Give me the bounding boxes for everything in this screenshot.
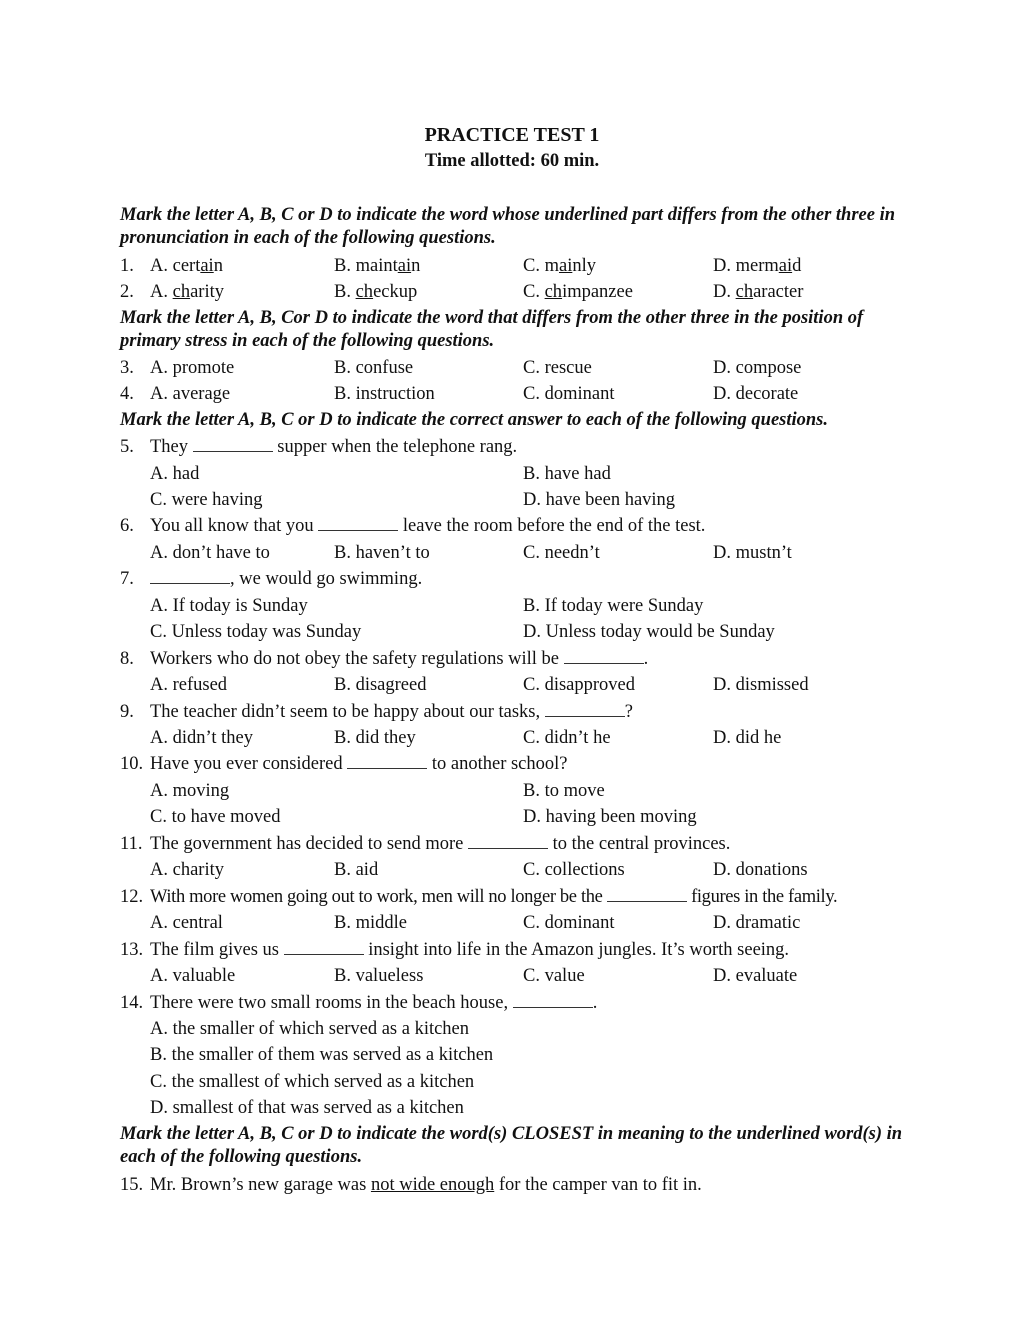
question-number: 5. (120, 437, 134, 457)
option-d: D. character (713, 282, 804, 302)
question-number: 2. (120, 282, 134, 302)
option-b: B. disagreed (334, 675, 427, 695)
option-b: B. haven’t to (334, 543, 430, 563)
option-a: A. refused (150, 675, 228, 695)
answer-blank (513, 991, 593, 1008)
option-a: A. charity (150, 860, 224, 880)
option-b: B. instruction (334, 384, 435, 404)
option-b: B. middle (334, 913, 407, 933)
option-c: C. chimpanzee (523, 282, 633, 302)
option-d: D. compose (713, 358, 802, 378)
question-stem: Mr. Brown’s new garage was not wide enough for the camper van to fit in. (150, 1175, 702, 1195)
page-title: PRACTICE TEST 1 (424, 124, 600, 146)
option-b: B. valueless (334, 966, 424, 986)
underlined-part: ch (172, 282, 191, 302)
question-number: 6. (120, 516, 134, 536)
underlined-part: ai (558, 256, 573, 276)
option-c: C. needn’t (523, 543, 600, 563)
question-number: 15. (120, 1175, 144, 1195)
option-d: D. dramatic (713, 913, 801, 933)
option-a: A. the smaller of which served as a kitchen (150, 1019, 470, 1039)
option-b: B. the smaller of them was served as a kitchen (150, 1045, 494, 1065)
question-stem: Workers who do not obey the safety regulations will be . (150, 649, 649, 669)
underlined-part: ch (355, 282, 374, 302)
question-stem: , we would go swimming. (150, 566, 422, 592)
question-number: 3. (120, 358, 134, 378)
option-c: C. dominant (523, 913, 615, 933)
question-number: 14. (120, 993, 144, 1013)
option-a: A. don’t have to (150, 543, 270, 563)
answer-blank (607, 885, 687, 902)
option-d: D. mustn’t (713, 543, 792, 563)
option-b: B. maintain (334, 256, 421, 276)
section-instruction-correct-answer: Mark the letter A, B, C or D to indicate the correct answer to each of the following questions. (120, 410, 828, 430)
option-c: C. value (523, 966, 585, 986)
answer-blank (284, 938, 364, 955)
section-instruction-stress: Mark the letter A, B, Cor D to indicate the word that differs from the other three in the position of primary stress in each of the following questions. (120, 308, 864, 351)
question-number: 10. (120, 754, 144, 774)
option-b: B. confuse (334, 358, 414, 378)
option-a: A. valuable (150, 966, 236, 986)
option-d: D. smallest of that was served as a kitchen (150, 1098, 464, 1118)
question-number: 13. (120, 940, 144, 960)
underlined-phrase: not wide enough (370, 1175, 495, 1195)
option-b: B. If today were Sunday (523, 596, 704, 616)
question-number: 9. (120, 702, 134, 722)
answer-blank (318, 514, 398, 531)
option-c: C. dominant (523, 384, 615, 404)
option-c: C. didn’t he (523, 728, 611, 748)
option-c: C. rescue (523, 358, 592, 378)
option-c: C. Unless today was Sunday (150, 622, 362, 642)
underlined-part: ch (735, 282, 754, 302)
option-d: D. have been having (523, 490, 676, 510)
option-d: D. evaluate (713, 966, 798, 986)
option-a: A. central (150, 913, 223, 933)
question-stem: There were two small rooms in the beach house, . (150, 993, 598, 1013)
underlined-part: ai (397, 256, 412, 276)
option-b: B. did they (334, 728, 416, 748)
option-c: C. to have moved (150, 807, 281, 827)
question-stem: They supper when the telephone rang. (150, 437, 518, 457)
option-b: B. have had (523, 464, 611, 484)
option-a: A. promote (150, 358, 235, 378)
question-stem: Have you ever considered to another school? (150, 754, 568, 774)
question-stem: The government has decided to send more to the central provinces. (150, 834, 731, 854)
question-stem: The teacher didn’t seem to be happy about our tasks, ? (150, 702, 633, 722)
option-b: B. checkup (334, 282, 418, 302)
answer-blank (347, 752, 427, 769)
question-number: 11. (120, 834, 143, 854)
option-a: A. moving (150, 781, 230, 801)
answer-blank (564, 647, 644, 664)
option-a: A. certain (150, 256, 223, 276)
question-number: 7. (120, 569, 134, 589)
section-instruction-closest-meaning: Mark the letter A, B, C or D to indicate the word(s) CLOSEST in meaning to the underlined word(s) in each of the following questions. (120, 1124, 903, 1167)
question-number: 8. (120, 649, 134, 669)
question-number: 4. (120, 384, 134, 404)
answer-blank (193, 435, 273, 452)
section-instruction-pronunciation: Mark the letter A, B, C or D to indicate the word whose underlined part differs from the other three in pronunciation in each of the following questions. (120, 205, 896, 248)
option-d: D. Unless today would be Sunday (523, 622, 775, 642)
underlined-part: ai (778, 256, 793, 276)
underlined-part: ch (544, 282, 563, 302)
option-a: A. had (150, 464, 200, 484)
question-number: 1. (120, 256, 134, 276)
option-a: A. didn’t they (150, 728, 253, 748)
option-a: A. If today is Sunday (150, 596, 308, 616)
question-stem: With more women going out to work, men will no longer be the figures in the family. (150, 887, 838, 907)
option-d: D. having been moving (523, 807, 697, 827)
question-stem: You all know that you leave the room before the end of the test. (150, 516, 706, 536)
option-d: D. did he (713, 728, 782, 748)
answer-blank (545, 700, 625, 717)
question-number: 12. (120, 887, 144, 907)
question-stem: The film gives us insight into life in the Amazon jungles. It’s worth seeing. (150, 940, 790, 960)
option-b: B. aid (334, 860, 379, 880)
option-d: D. dismissed (713, 675, 809, 695)
option-c: C. disapproved (523, 675, 636, 695)
option-d: D. decorate (713, 384, 799, 404)
option-a: A. average (150, 384, 231, 404)
option-d: D. mermaid (713, 256, 802, 276)
option-a: A. charity (150, 282, 224, 302)
answer-blank (468, 832, 548, 849)
option-b: B. to move (523, 781, 605, 801)
option-c: C. mainly (523, 256, 596, 276)
answer-blank (150, 567, 230, 584)
option-c: C. were having (150, 490, 263, 510)
option-c: C. the smallest of which served as a kitchen (150, 1072, 475, 1092)
underlined-part: ai (200, 256, 214, 276)
option-d: D. donations (713, 860, 808, 880)
time-allotted: Time allotted: 60 min. (424, 151, 600, 171)
option-c: C. collections (523, 860, 625, 880)
